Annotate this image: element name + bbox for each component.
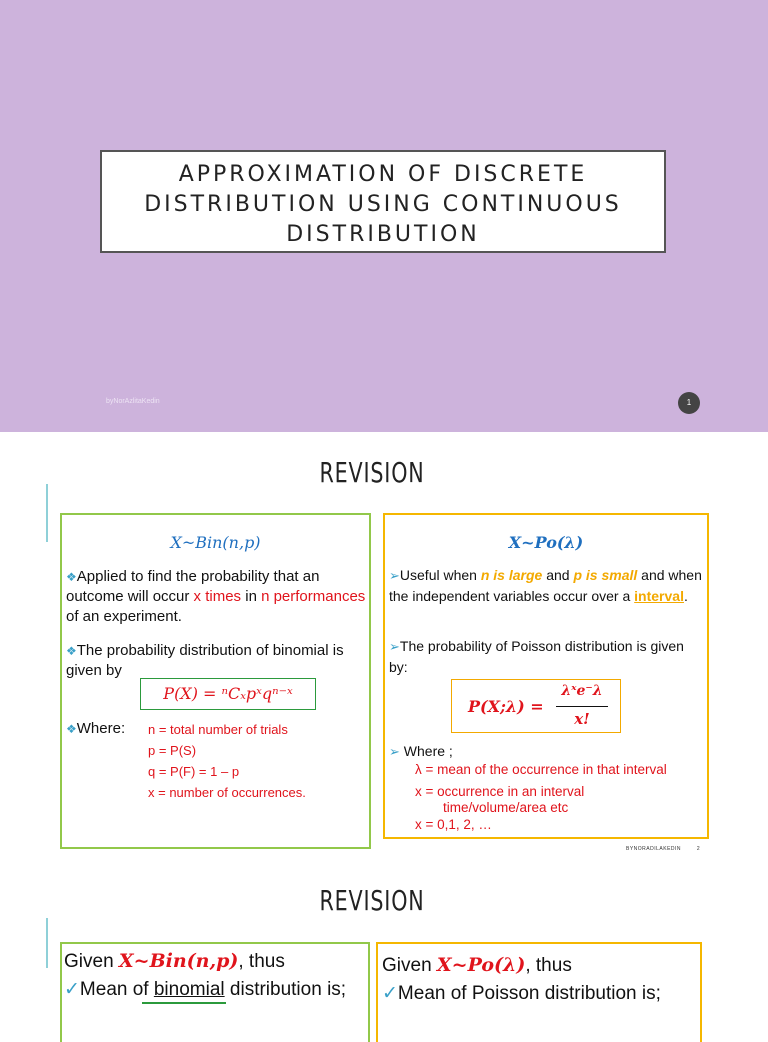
slide-footer xyxy=(626,846,700,852)
poisson-definitions xyxy=(415,761,707,834)
binomial-definitions xyxy=(148,719,368,803)
accent-divider xyxy=(46,484,48,542)
fraction-bar xyxy=(556,706,608,707)
poisson-text-large: n is large xyxy=(480,567,543,583)
mean-label-b: binomial xyxy=(153,979,225,1000)
binomial-formula: P(X) = ⁿCₓpˣqⁿ⁻ˣ xyxy=(140,678,316,710)
poisson-text-b: and when the independent variables occur over a xyxy=(389,567,702,604)
arrow-bullet-icon: ➢ xyxy=(389,639,400,654)
poisson-text-interval: interval xyxy=(634,588,684,604)
given-label: Given xyxy=(382,955,437,976)
poisson-given-line xyxy=(382,954,572,977)
definition-item: x = 0,1, 2, … xyxy=(415,817,492,832)
definition-item: λ = mean of the occurrence in that interval xyxy=(415,762,667,777)
binomial-mean-panel xyxy=(60,942,370,1042)
binomial-text-n: n performances xyxy=(261,588,366,605)
footer-author: BYNORADILAKEDIN xyxy=(626,846,682,852)
poisson-where xyxy=(389,741,589,762)
poisson-where-label: Where ; xyxy=(403,743,453,759)
revision-slide-2 xyxy=(0,862,768,1024)
poisson-text-and: and xyxy=(542,567,574,583)
poisson-panel xyxy=(383,513,709,839)
poisson-text-end: . xyxy=(683,588,688,604)
check-icon: ✓ xyxy=(64,979,80,1000)
title-line: DISTRIBUTION xyxy=(286,222,480,247)
binomial-where-label: Where: xyxy=(76,720,126,737)
slide-title xyxy=(102,152,664,250)
page-number-badge: 1 xyxy=(678,392,700,414)
slide-heading: REVISION xyxy=(319,456,425,489)
poisson-formula xyxy=(451,679,621,733)
poisson-mean-panel xyxy=(376,942,702,1042)
diamond-bullet-icon: ❖ xyxy=(66,722,77,736)
binomial-mean-line xyxy=(64,978,346,1001)
poisson-text-2: The probability of Poisson distribution is given by: xyxy=(389,638,684,675)
title-line: DISTRIBUTION USING CONTINUOUS xyxy=(144,192,622,217)
footer-page-number: 2 xyxy=(696,846,701,852)
poisson-notation: X~Po(λ) xyxy=(508,533,584,552)
poisson-formula-numerator: λˣe⁻λ xyxy=(561,683,603,699)
binomial-text-suffix: of an experiment. xyxy=(66,608,182,625)
slide-heading: REVISION xyxy=(319,884,425,917)
poisson-description xyxy=(389,565,705,606)
mean-label-c: distribution is; xyxy=(224,979,347,1000)
binomial-panel xyxy=(60,513,371,849)
poisson-distribution-intro xyxy=(389,636,705,677)
definition-item: x = number of occurrences. xyxy=(148,785,306,800)
accent-divider xyxy=(46,918,48,968)
binomial-text-in: in xyxy=(241,588,262,605)
title-box xyxy=(100,150,666,253)
poisson-text-a: Useful when xyxy=(399,567,481,583)
diamond-bullet-icon: ❖ xyxy=(66,570,77,584)
author-credit: byNorAzlitaKedin xyxy=(106,398,160,405)
mean-label-a: Mean of xyxy=(79,979,154,1000)
title-line: APPROXIMATION OF DISCRETE xyxy=(178,162,588,187)
poisson-formula-denominator: x! xyxy=(574,710,590,728)
poisson-formula-lhs: P(X;λ) = xyxy=(468,697,544,716)
binomial-text-x: x times xyxy=(193,588,242,605)
definition-item: x = occurrence in an interval xyxy=(415,784,585,799)
poisson-mean-line xyxy=(382,982,661,1005)
binomial-text-2: The probability distribution of binomial is given by xyxy=(66,642,344,679)
definition-item: time/volume/area etc xyxy=(443,800,569,815)
definition-item: q = P(F) = 1 – p xyxy=(148,764,240,779)
binomial-where xyxy=(66,719,156,739)
thus-label: , thus xyxy=(525,955,572,976)
binomial-distribution-intro xyxy=(66,641,366,681)
binomial-notation: X~Bin(n,p) xyxy=(118,950,239,972)
revision-slide xyxy=(0,432,768,862)
formula-box-top xyxy=(142,1002,226,1004)
definition-item: n = total number of trials xyxy=(148,722,288,737)
definition-item: p = P(S) xyxy=(148,743,197,758)
thus-label: , thus xyxy=(238,951,285,972)
poisson-text-small: p is small xyxy=(573,567,638,583)
poisson-notation: X~Po(λ) xyxy=(436,954,526,976)
arrow-bullet-icon: ➢ xyxy=(389,568,400,583)
given-label: Given xyxy=(64,951,119,972)
arrow-bullet-icon: ➢ xyxy=(389,744,400,759)
binomial-given-line xyxy=(64,950,285,973)
binomial-text-1: Applied to find the probability that an outcome will occur xyxy=(66,568,320,605)
title-slide xyxy=(0,0,768,432)
binomial-description xyxy=(66,567,366,627)
binomial-notation: X~Bin(n,p) xyxy=(170,533,261,552)
check-icon: ✓ xyxy=(382,983,398,1004)
diamond-bullet-icon: ❖ xyxy=(66,644,77,658)
mean-label: Mean of Poisson distribution is; xyxy=(397,983,661,1004)
